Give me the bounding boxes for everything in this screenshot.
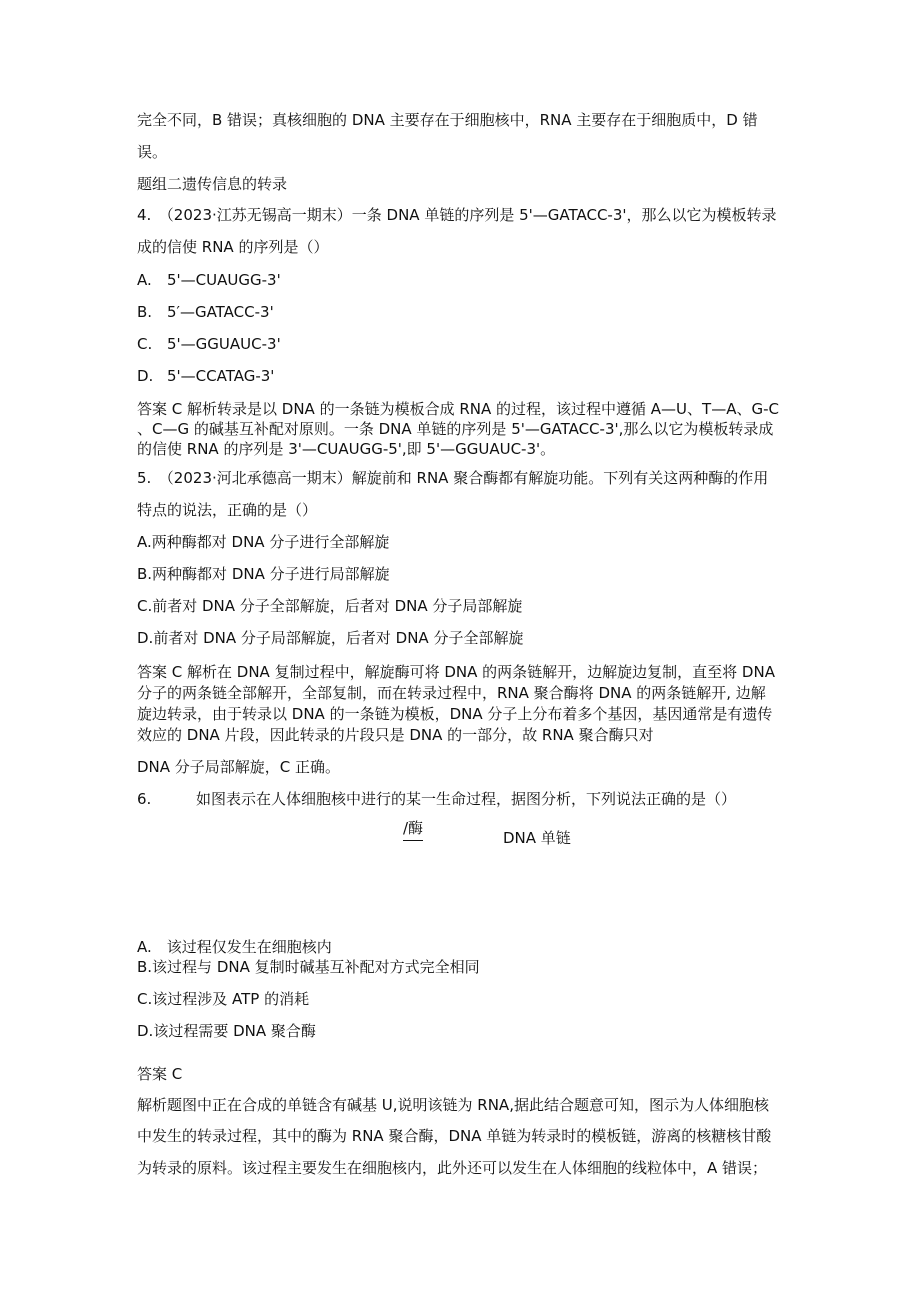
diagram-enzyme-label: /酶 [403, 817, 423, 841]
section-title: 题组二遗传信息的转录 [137, 175, 288, 193]
q5-answer-line-4: 效应的 DNA 片段，因此转录的片段只是 DNA 的一部分，故 RNA 聚合酶只对 [137, 726, 654, 744]
intro-line-2: 误。 [137, 143, 168, 161]
q5-option-b: B.两种酶都对 DNA 分子进行局部解旋 [137, 565, 390, 583]
option-label: B. [137, 303, 153, 321]
q6-explanation-line-2: 中发生的转录过程，其中的酶为 RNA 聚合酶，DNA 单链为转录时的模板链，游离的核糖核甘酸 [137, 1127, 772, 1145]
q5-answer-line-2: 分子的两条链全部解开，全部复制，而在转录过程中，RNA 聚合酶将 DNA 的两条链解开, 边解 [137, 684, 766, 702]
q4-stem-line-1: 4. （2023·江苏无锡高一期末）一条 DNA 单链的序列是 5'—GATACC-3'，那么以它为模板转录 [137, 206, 777, 224]
q4-answer-line-1: 答案 C 解析转录是以 DNA 的一条链为模板合成 RNA 的过程，该过程中遵循 A—U、T—A、G-C [137, 400, 779, 418]
option-text: 5'—CUAUGG-3' [167, 271, 281, 289]
q6-explanation-line-1: 解析题图中正在合成的单链含有碱基 U,说明该链为 RNA,据此结合题意可知，图示为人体细胞核 [137, 1096, 769, 1114]
q5-option-d: D.前者对 DNA 分子局部解旋，后者对 DNA 分子全部解旋 [137, 629, 524, 647]
q5-option-a: A.两种酶都对 DNA 分子进行全部解旋 [137, 533, 390, 551]
q5-answer-tail: DNA 分子局部解旋，C 正确。 [137, 758, 341, 776]
q4-option-c [137, 334, 281, 354]
option-label: A. [137, 271, 152, 289]
q5-stem-line-2: 特点的说法，正确的是（） [137, 501, 318, 519]
q4-answer-line-2: 、C—G 的碱基互补配对原则。一条 DNA 单链的序列是 5'—GATACC-3',那么以它为模板转录成 [137, 420, 774, 438]
diagram-dna-strand-label: DNA 单链 [503, 829, 571, 847]
option-text: 5′—GATACC-3' [167, 303, 274, 321]
q5-option-c: C.前者对 DNA 分子全部解旋，后者对 DNA 分子局部解旋 [137, 597, 523, 615]
q4-answer-line-3: 的信使 RNA 的序列是 3'—CUAUGG-5',即 5'—GGUAUC-3'。 [137, 440, 556, 458]
q5-answer-line-1: 答案 C 解析在 DNA 复制过程中，解旋酶可将 DNA 的两条链解开，边解旋边复制，直至将 DNA [137, 663, 775, 681]
q6-number: 6. [137, 790, 152, 808]
q6-stem [137, 789, 736, 809]
option-label: C. [137, 335, 153, 353]
q6-option-c: C.该过程涉及 ATP 的消耗 [137, 990, 310, 1008]
option-text: 5'—CCATAG-3' [167, 367, 275, 385]
q6-option-a: A. 该过程仅发生在细胞核内 [137, 938, 332, 956]
q6-option-b: B.该过程与 DNA 复制时碱基互补配对方式完全相同 [137, 958, 480, 976]
intro-line-1: 完全不同，B 错误；真核细胞的 DNA 主要存在于细胞核中，RNA 主要存在于细胞质中，D 错 [137, 111, 758, 129]
q4-option-a [137, 270, 281, 290]
q6-answer: 答案 C [137, 1065, 183, 1083]
q4-option-b [137, 302, 274, 322]
q4-stem-line-2: 成的信使 RNA 的序列是（） [137, 238, 329, 256]
q6-option-d: D.该过程需要 DNA 聚合酶 [137, 1022, 316, 1040]
q6-stem-text: 如图表示在人体细胞核中进行的某一生命过程，据图分析，下列说法正确的是（） [196, 790, 737, 808]
q5-answer-line-3: 旋边转录，由于转录以 DNA 的一条链为模板，DNA 分子上分布着多个基因，基因通常是有遗传 [137, 705, 773, 723]
option-label: D. [137, 367, 154, 385]
option-text: 5'—GGUAUC-3' [167, 335, 281, 353]
q4-option-d [137, 366, 274, 386]
q5-stem-line-1: 5. （2023·河北承德高一期末）解旋前和 RNA 聚合酶都有解旋功能。下列有关这两种酶的作用 [137, 469, 769, 487]
q6-explanation-line-3: 为转录的原料。该过程主要发生在细胞核内，此外还可以发生在人体细胞的线粒体中，A 错误； [137, 1159, 768, 1177]
